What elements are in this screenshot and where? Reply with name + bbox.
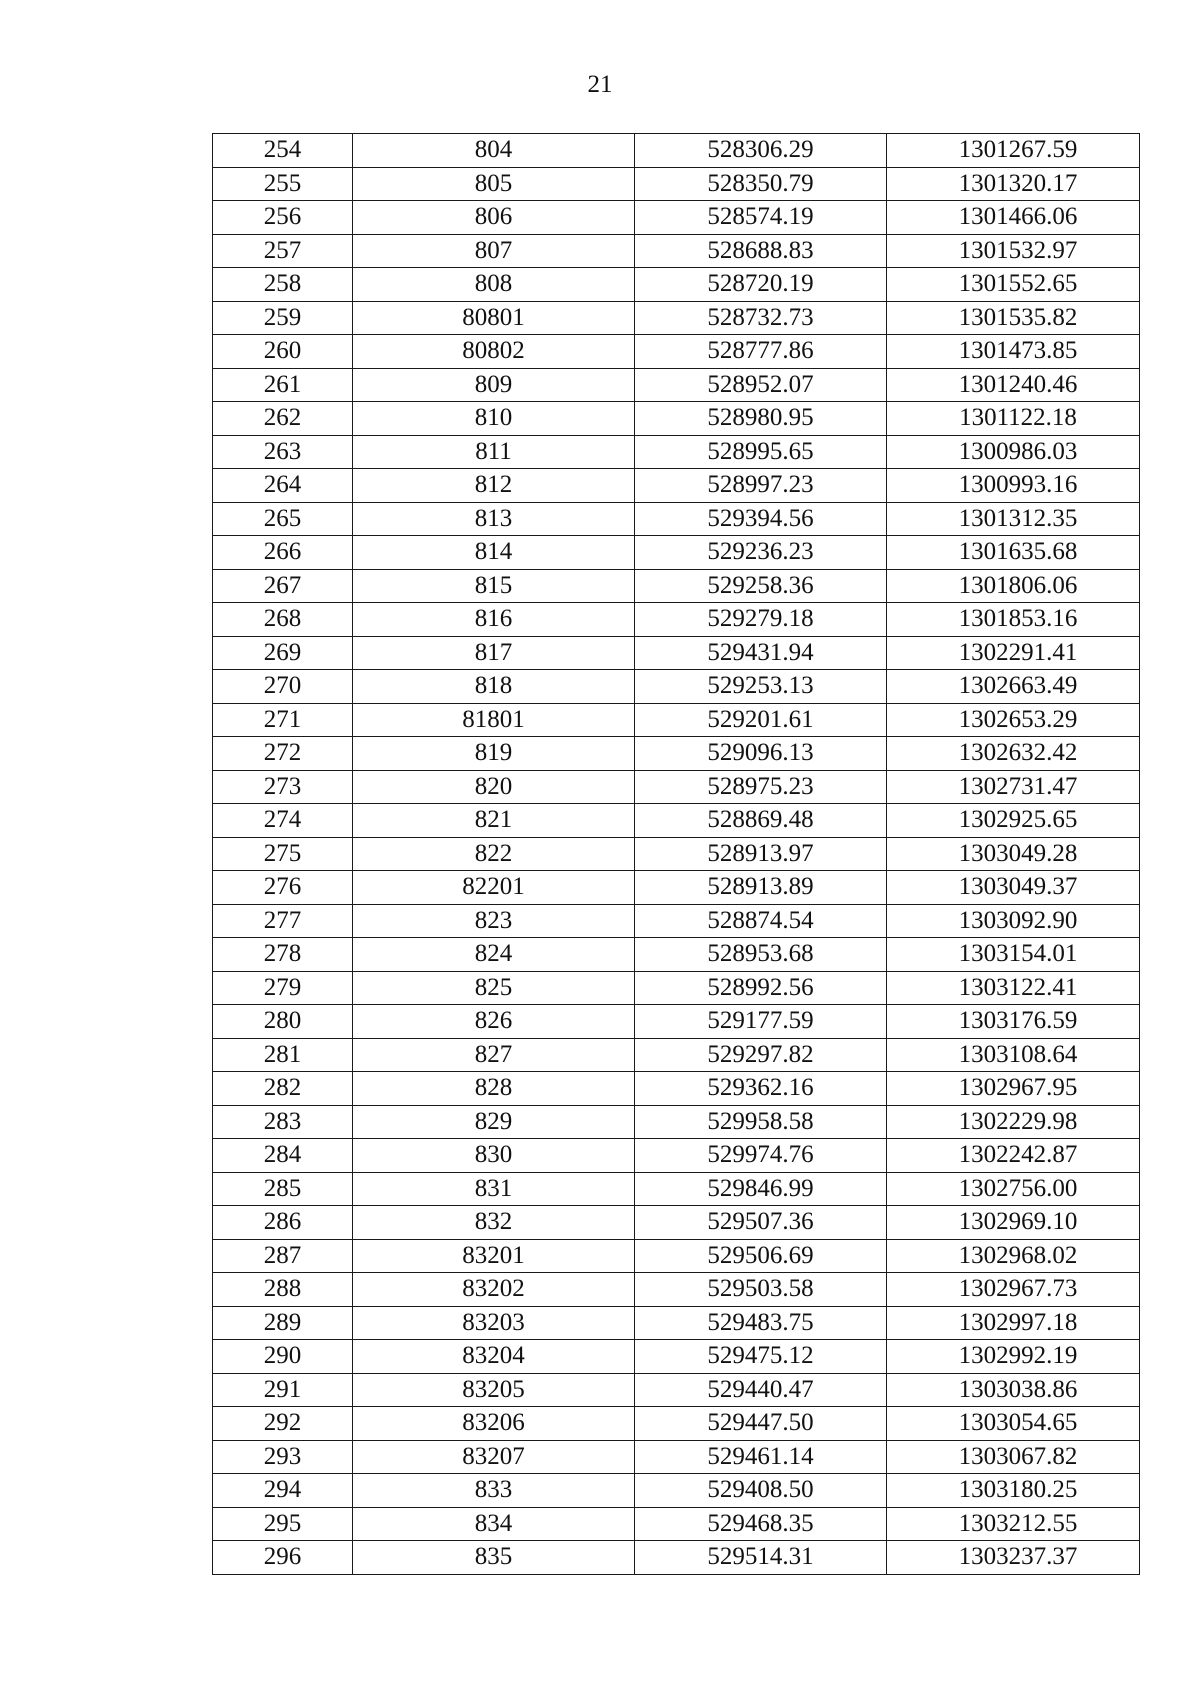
point-number-cell: 83202: [353, 1273, 635, 1307]
row-index-cell: 287: [213, 1239, 353, 1273]
table-row: [213, 1206, 1140, 1240]
table-row: [213, 536, 1140, 570]
x-coordinate-cell: 528306.29: [635, 134, 887, 168]
table-row: [213, 469, 1140, 503]
row-index-cell: 278: [213, 938, 353, 972]
point-number-cell: 80801: [353, 301, 635, 335]
row-index-cell: 279: [213, 971, 353, 1005]
y-coordinate-cell: 1302291.41: [887, 636, 1140, 670]
table-row: [213, 1340, 1140, 1374]
point-number-cell: 809: [353, 368, 635, 402]
row-index-cell: 283: [213, 1105, 353, 1139]
table-row: [213, 703, 1140, 737]
y-coordinate-cell: 1302992.19: [887, 1340, 1140, 1374]
table-row: [213, 904, 1140, 938]
y-coordinate-cell: 1301240.46: [887, 368, 1140, 402]
point-number-cell: 83203: [353, 1306, 635, 1340]
y-coordinate-cell: 1302997.18: [887, 1306, 1140, 1340]
x-coordinate-cell: 528975.23: [635, 770, 887, 804]
table-row: [213, 335, 1140, 369]
row-index-cell: 295: [213, 1507, 353, 1541]
table-row: [213, 871, 1140, 905]
y-coordinate-cell: 1303067.82: [887, 1440, 1140, 1474]
table-row: [213, 1474, 1140, 1508]
x-coordinate-cell: 528913.89: [635, 871, 887, 905]
y-coordinate-cell: 1302663.49: [887, 670, 1140, 704]
point-number-cell: 82201: [353, 871, 635, 905]
y-coordinate-cell: 1301473.85: [887, 335, 1140, 369]
point-number-cell: 834: [353, 1507, 635, 1541]
x-coordinate-cell: 528995.65: [635, 435, 887, 469]
y-coordinate-cell: 1302968.02: [887, 1239, 1140, 1273]
table-row: [213, 1172, 1140, 1206]
table-row: [213, 1507, 1140, 1541]
row-index-cell: 296: [213, 1541, 353, 1575]
y-coordinate-cell: 1301320.17: [887, 167, 1140, 201]
x-coordinate-cell: 529297.82: [635, 1038, 887, 1072]
x-coordinate-cell: 528869.48: [635, 804, 887, 838]
table-row: [213, 569, 1140, 603]
point-number-cell: 831: [353, 1172, 635, 1206]
table-row: [213, 636, 1140, 670]
point-number-cell: 81801: [353, 703, 635, 737]
table-row: [213, 670, 1140, 704]
y-coordinate-cell: 1301532.97: [887, 234, 1140, 268]
point-number-cell: 835: [353, 1541, 635, 1575]
x-coordinate-cell: 528913.97: [635, 837, 887, 871]
y-coordinate-cell: 1302632.42: [887, 737, 1140, 771]
point-number-cell: 812: [353, 469, 635, 503]
x-coordinate-cell: 528720.19: [635, 268, 887, 302]
y-coordinate-cell: 1301312.35: [887, 502, 1140, 536]
y-coordinate-cell: 1301535.82: [887, 301, 1140, 335]
point-number-cell: 83206: [353, 1407, 635, 1441]
point-number-cell: 815: [353, 569, 635, 603]
row-index-cell: 269: [213, 636, 353, 670]
x-coordinate-cell: 529514.31: [635, 1541, 887, 1575]
y-coordinate-cell: 1303180.25: [887, 1474, 1140, 1508]
x-coordinate-cell: 528874.54: [635, 904, 887, 938]
x-coordinate-cell: 528574.19: [635, 201, 887, 235]
point-number-cell: 808: [353, 268, 635, 302]
table-row: [213, 1407, 1140, 1441]
x-coordinate-cell: 529253.13: [635, 670, 887, 704]
point-number-cell: 811: [353, 435, 635, 469]
x-coordinate-cell: 528953.68: [635, 938, 887, 972]
row-index-cell: 292: [213, 1407, 353, 1441]
table-row: [213, 1105, 1140, 1139]
table-row: [213, 301, 1140, 335]
table-row: [213, 1373, 1140, 1407]
row-index-cell: 285: [213, 1172, 353, 1206]
y-coordinate-cell: 1303237.37: [887, 1541, 1140, 1575]
point-number-cell: 807: [353, 234, 635, 268]
row-index-cell: 282: [213, 1072, 353, 1106]
table-row: [213, 368, 1140, 402]
y-coordinate-cell: 1303122.41: [887, 971, 1140, 1005]
point-number-cell: 805: [353, 167, 635, 201]
x-coordinate-cell: 528997.23: [635, 469, 887, 503]
y-coordinate-cell: 1303176.59: [887, 1005, 1140, 1039]
y-coordinate-cell: 1301122.18: [887, 402, 1140, 436]
row-index-cell: 260: [213, 335, 353, 369]
table-row: [213, 201, 1140, 235]
point-number-cell: 827: [353, 1038, 635, 1072]
row-index-cell: 264: [213, 469, 353, 503]
point-number-cell: 83205: [353, 1373, 635, 1407]
x-coordinate-cell: 529503.58: [635, 1273, 887, 1307]
table-row: [213, 1306, 1140, 1340]
x-coordinate-cell: 529279.18: [635, 603, 887, 637]
table-row: [213, 1139, 1140, 1173]
y-coordinate-cell: 1300986.03: [887, 435, 1140, 469]
row-index-cell: 268: [213, 603, 353, 637]
point-number-cell: 83201: [353, 1239, 635, 1273]
y-coordinate-cell: 1303154.01: [887, 938, 1140, 972]
table-row: [213, 268, 1140, 302]
table-row: [213, 938, 1140, 972]
table-row: [213, 1440, 1140, 1474]
x-coordinate-cell: 529507.36: [635, 1206, 887, 1240]
table-row: [213, 167, 1140, 201]
row-index-cell: 263: [213, 435, 353, 469]
row-index-cell: 284: [213, 1139, 353, 1173]
point-number-cell: 823: [353, 904, 635, 938]
point-number-cell: 83207: [353, 1440, 635, 1474]
page-number: 21: [587, 71, 613, 98]
row-index-cell: 265: [213, 502, 353, 536]
y-coordinate-cell: 1303108.64: [887, 1038, 1140, 1072]
row-index-cell: 289: [213, 1306, 353, 1340]
coordinates-table: [212, 133, 1140, 1575]
y-coordinate-cell: 1303092.90: [887, 904, 1140, 938]
row-index-cell: 262: [213, 402, 353, 436]
x-coordinate-cell: 528777.86: [635, 335, 887, 369]
row-index-cell: 276: [213, 871, 353, 905]
y-coordinate-cell: 1301853.16: [887, 603, 1140, 637]
point-number-cell: 826: [353, 1005, 635, 1039]
x-coordinate-cell: 529431.94: [635, 636, 887, 670]
y-coordinate-cell: 1302967.73: [887, 1273, 1140, 1307]
row-index-cell: 288: [213, 1273, 353, 1307]
row-index-cell: 259: [213, 301, 353, 335]
table-row: [213, 603, 1140, 637]
y-coordinate-cell: 1302731.47: [887, 770, 1140, 804]
table-row: [213, 737, 1140, 771]
y-coordinate-cell: 1302925.65: [887, 804, 1140, 838]
row-index-cell: 267: [213, 569, 353, 603]
row-index-cell: 272: [213, 737, 353, 771]
x-coordinate-cell: 529475.12: [635, 1340, 887, 1374]
row-index-cell: 261: [213, 368, 353, 402]
x-coordinate-cell: 529974.76: [635, 1139, 887, 1173]
point-number-cell: 804: [353, 134, 635, 168]
table-body: [213, 134, 1140, 1575]
table-row: [213, 1005, 1140, 1039]
y-coordinate-cell: 1301635.68: [887, 536, 1140, 570]
point-number-cell: 824: [353, 938, 635, 972]
x-coordinate-cell: 529461.14: [635, 1440, 887, 1474]
point-number-cell: 810: [353, 402, 635, 436]
y-coordinate-cell: 1301267.59: [887, 134, 1140, 168]
row-index-cell: 277: [213, 904, 353, 938]
x-coordinate-cell: 529394.56: [635, 502, 887, 536]
x-coordinate-cell: 529447.50: [635, 1407, 887, 1441]
y-coordinate-cell: 1303049.37: [887, 871, 1140, 905]
row-index-cell: 273: [213, 770, 353, 804]
x-coordinate-cell: 528952.07: [635, 368, 887, 402]
point-number-cell: 833: [353, 1474, 635, 1508]
x-coordinate-cell: 529483.75: [635, 1306, 887, 1340]
row-index-cell: 256: [213, 201, 353, 235]
y-coordinate-cell: 1301552.65: [887, 268, 1140, 302]
x-coordinate-cell: 529846.99: [635, 1172, 887, 1206]
x-coordinate-cell: 529440.47: [635, 1373, 887, 1407]
row-index-cell: 275: [213, 837, 353, 871]
table-row: [213, 1239, 1140, 1273]
point-number-cell: 832: [353, 1206, 635, 1240]
point-number-cell: 813: [353, 502, 635, 536]
row-index-cell: 290: [213, 1340, 353, 1374]
table-row: [213, 804, 1140, 838]
row-index-cell: 258: [213, 268, 353, 302]
point-number-cell: 819: [353, 737, 635, 771]
point-number-cell: 817: [353, 636, 635, 670]
y-coordinate-cell: 1301466.06: [887, 201, 1140, 235]
y-coordinate-cell: 1302967.95: [887, 1072, 1140, 1106]
row-index-cell: 281: [213, 1038, 353, 1072]
y-coordinate-cell: 1302756.00: [887, 1172, 1140, 1206]
point-number-cell: 822: [353, 837, 635, 871]
x-coordinate-cell: 529177.59: [635, 1005, 887, 1039]
point-number-cell: 814: [353, 536, 635, 570]
x-coordinate-cell: 529362.16: [635, 1072, 887, 1106]
table-row: [213, 234, 1140, 268]
table-row: [213, 1541, 1140, 1575]
table-row: [213, 1273, 1140, 1307]
row-index-cell: 254: [213, 134, 353, 168]
y-coordinate-cell: 1302969.10: [887, 1206, 1140, 1240]
point-number-cell: 816: [353, 603, 635, 637]
x-coordinate-cell: 529258.36: [635, 569, 887, 603]
y-coordinate-cell: 1302653.29: [887, 703, 1140, 737]
x-coordinate-cell: 529408.50: [635, 1474, 887, 1508]
row-index-cell: 293: [213, 1440, 353, 1474]
x-coordinate-cell: 529201.61: [635, 703, 887, 737]
point-number-cell: 830: [353, 1139, 635, 1173]
table-row: [213, 770, 1140, 804]
row-index-cell: 291: [213, 1373, 353, 1407]
x-coordinate-cell: 529468.35: [635, 1507, 887, 1541]
point-number-cell: 828: [353, 1072, 635, 1106]
x-coordinate-cell: 528688.83: [635, 234, 887, 268]
y-coordinate-cell: 1303038.86: [887, 1373, 1140, 1407]
point-number-cell: 829: [353, 1105, 635, 1139]
x-coordinate-cell: 529958.58: [635, 1105, 887, 1139]
x-coordinate-cell: 528992.56: [635, 971, 887, 1005]
table-row: [213, 971, 1140, 1005]
point-number-cell: 825: [353, 971, 635, 1005]
point-number-cell: 821: [353, 804, 635, 838]
x-coordinate-cell: 528350.79: [635, 167, 887, 201]
row-index-cell: 255: [213, 167, 353, 201]
point-number-cell: 80802: [353, 335, 635, 369]
row-index-cell: 280: [213, 1005, 353, 1039]
row-index-cell: 271: [213, 703, 353, 737]
x-coordinate-cell: 529096.13: [635, 737, 887, 771]
row-index-cell: 274: [213, 804, 353, 838]
table-row: [213, 402, 1140, 436]
table-row: [213, 1072, 1140, 1106]
x-coordinate-cell: 528980.95: [635, 402, 887, 436]
point-number-cell: 820: [353, 770, 635, 804]
row-index-cell: 257: [213, 234, 353, 268]
table-row: [213, 134, 1140, 168]
y-coordinate-cell: 1303049.28: [887, 837, 1140, 871]
x-coordinate-cell: 528732.73: [635, 301, 887, 335]
y-coordinate-cell: 1303212.55: [887, 1507, 1140, 1541]
point-number-cell: 83204: [353, 1340, 635, 1374]
table-row: [213, 435, 1140, 469]
y-coordinate-cell: 1302242.87: [887, 1139, 1140, 1173]
table-row: [213, 837, 1140, 871]
row-index-cell: 266: [213, 536, 353, 570]
row-index-cell: 294: [213, 1474, 353, 1508]
table-row: [213, 1038, 1140, 1072]
table-row: [213, 502, 1140, 536]
row-index-cell: 286: [213, 1206, 353, 1240]
x-coordinate-cell: 529506.69: [635, 1239, 887, 1273]
point-number-cell: 806: [353, 201, 635, 235]
y-coordinate-cell: 1300993.16: [887, 469, 1140, 503]
point-number-cell: 818: [353, 670, 635, 704]
row-index-cell: 270: [213, 670, 353, 704]
y-coordinate-cell: 1303054.65: [887, 1407, 1140, 1441]
y-coordinate-cell: 1301806.06: [887, 569, 1140, 603]
x-coordinate-cell: 529236.23: [635, 536, 887, 570]
y-coordinate-cell: 1302229.98: [887, 1105, 1140, 1139]
